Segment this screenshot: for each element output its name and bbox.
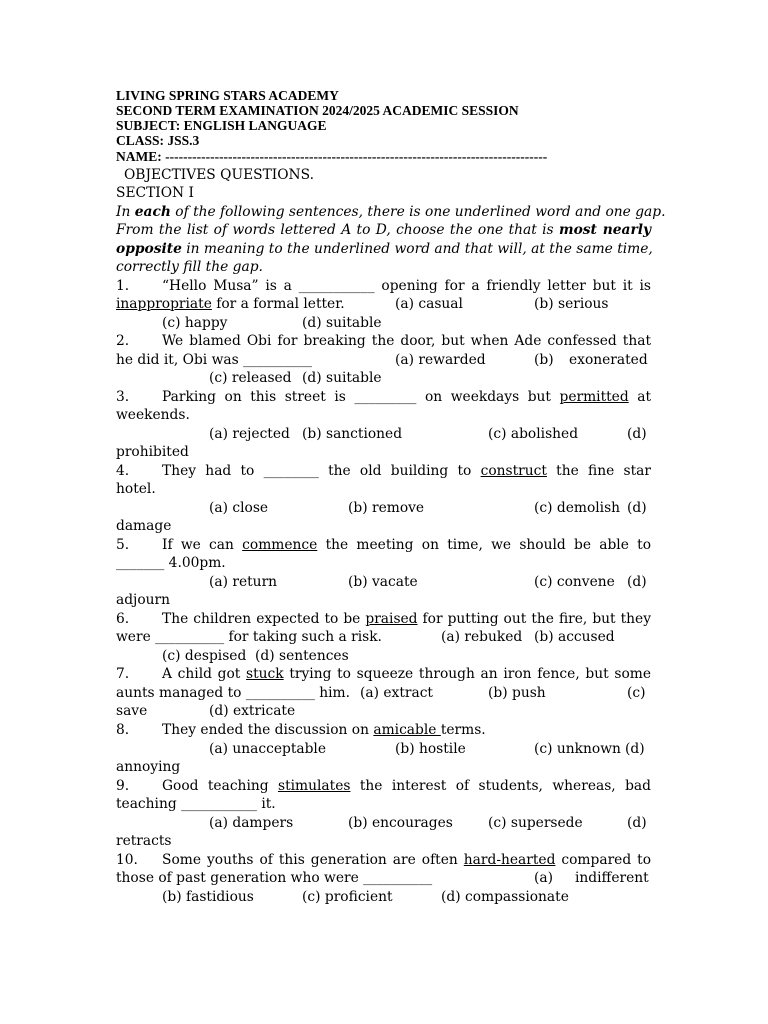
question-number: 1.: [116, 278, 130, 294]
option-d: (d): [625, 741, 645, 757]
question-number: 3.: [116, 389, 130, 405]
option-a: (a) return: [209, 574, 278, 590]
option-b: (b) fastidious: [162, 889, 254, 905]
question-number: 10.: [116, 852, 138, 868]
option-c: (c) supersede: [488, 815, 583, 831]
question-text: aunts managed to __________ him.: [116, 685, 351, 701]
instructions-line-3: opposite in meaning to the underlined word and that will, at the same time,: [116, 241, 653, 257]
option-d: (d) sentences: [255, 648, 349, 664]
instructions-line-4: correctly fill the gap.: [116, 259, 263, 275]
option-d-text: annoying: [116, 759, 181, 775]
option-d-text: damage: [116, 518, 172, 534]
option-d-text: adjourn: [116, 592, 171, 608]
question-number: 8.: [116, 722, 130, 738]
option-a: (a): [534, 870, 553, 886]
question-number: 9.: [116, 778, 130, 794]
question-text: They had to ________ the old building to construct the fine star: [162, 463, 651, 479]
question-number: 6.: [116, 611, 130, 627]
option-a: (a) extract: [360, 685, 433, 701]
option-d: (d): [627, 426, 647, 442]
option-c: (c) happy: [162, 315, 228, 331]
question-number: 5.: [116, 537, 130, 553]
class-line: CLASS: JSS.3: [116, 133, 200, 148]
option-d: (d): [627, 500, 647, 516]
question-text: Good teaching stimulates the interest of students, whereas, bad: [162, 778, 651, 794]
option-a: (a) dampers: [209, 815, 294, 831]
option-a: (a) rebuked: [441, 629, 523, 645]
option-b: (b) encourages: [348, 815, 453, 831]
option-b: (b) hostile: [395, 741, 466, 757]
question-text: They ended the discussion on amicable terms.: [162, 722, 486, 738]
question-text: A child got stuck trying to squeeze through an iron fence, but some: [162, 666, 652, 682]
section-title: SECTION I: [116, 185, 194, 201]
option-a: (a) unacceptable: [209, 741, 327, 757]
option-d: (d): [627, 815, 647, 831]
option-b: (b) remove: [348, 500, 425, 516]
question-text: Some youths of this generation are often hard-hearted compared to: [162, 852, 651, 868]
option-a: (a) casual: [395, 296, 463, 312]
question-text: We blamed Obi for breaking the door, but when Ade confessed that: [162, 333, 651, 349]
instructions-line-1: In each of the following sentences, there is one underlined word and one gap.: [116, 204, 666, 220]
name-line: NAME: -------------------------------------------------------------------------------------: [116, 149, 548, 164]
instructions-line-2: From the list of words lettered A to D, choose the one that is most nearly: [116, 222, 651, 238]
option-a: (a) rejected: [209, 426, 290, 442]
objectives-title: OBJECTIVES QUESTIONS.: [124, 167, 314, 183]
question-text: teaching ___________ it.: [116, 796, 276, 812]
subject-line: SUBJECT: ENGLISH LANGUAGE: [116, 118, 327, 133]
option-c-text: save: [116, 703, 148, 719]
option-c: (c): [627, 685, 646, 701]
question-text: those of past generation who were __________: [116, 870, 433, 886]
option-b: (b) accused: [534, 629, 615, 645]
option-a: (a) rewarded: [395, 352, 486, 368]
option-c: (c) released: [209, 370, 292, 386]
question-text: The children expected to be praised for putting out the fire, but they: [162, 611, 652, 627]
question-text: If we can commence the meeting on time, we should be able to: [162, 537, 651, 553]
option-b: (b) serious: [534, 296, 609, 312]
option-d: (d) extricate: [209, 703, 296, 719]
option-c: (c) convene: [534, 574, 615, 590]
question-text: Parking on this street is _________ on weekdays but permitted at: [162, 389, 651, 405]
option-c: (c) despised: [162, 648, 247, 664]
option-d: (d) suitable: [302, 315, 382, 331]
question-text: inappropriate for a formal letter.: [116, 296, 345, 312]
option-b: (b): [534, 352, 554, 368]
option-a-text: indifferent: [575, 870, 649, 886]
question-number: 2.: [116, 333, 130, 349]
option-b: (b) push: [488, 685, 546, 701]
option-c: (c) abolished: [488, 426, 579, 442]
option-c: (c) proficient: [302, 889, 393, 905]
school-name: LIVING SPRING STARS ACADEMY: [116, 88, 339, 103]
option-d: (d): [627, 574, 647, 590]
question-text: _______ 4.00pm.: [116, 555, 226, 571]
question-text: he did it, Obi was __________: [116, 352, 313, 368]
option-d: (d) suitable: [302, 370, 382, 386]
option-a: (a) close: [209, 500, 269, 516]
question-text: were __________ for taking such a risk.: [116, 629, 382, 645]
option-d-text: retracts: [116, 833, 172, 849]
option-c: (c) demolish: [534, 500, 621, 516]
question-number: 4.: [116, 463, 130, 479]
question-number: 7.: [116, 666, 130, 682]
option-d-text: prohibited: [116, 444, 189, 460]
option-d: (d) compassionate: [441, 889, 569, 905]
question-text: weekends.: [116, 407, 190, 423]
question-text: “Hello Musa” is a ___________ opening for a friendly letter but it is: [162, 278, 651, 294]
option-c: (c) unknown: [534, 741, 621, 757]
question-text: hotel.: [116, 481, 156, 497]
option-b: (b) vacate: [348, 574, 418, 590]
exam-title: SECOND TERM EXAMINATION 2024/2025 ACADEMIC SESSION: [116, 103, 519, 118]
option-b-text: exonerated: [569, 352, 648, 368]
option-b: (b) sanctioned: [302, 426, 403, 442]
